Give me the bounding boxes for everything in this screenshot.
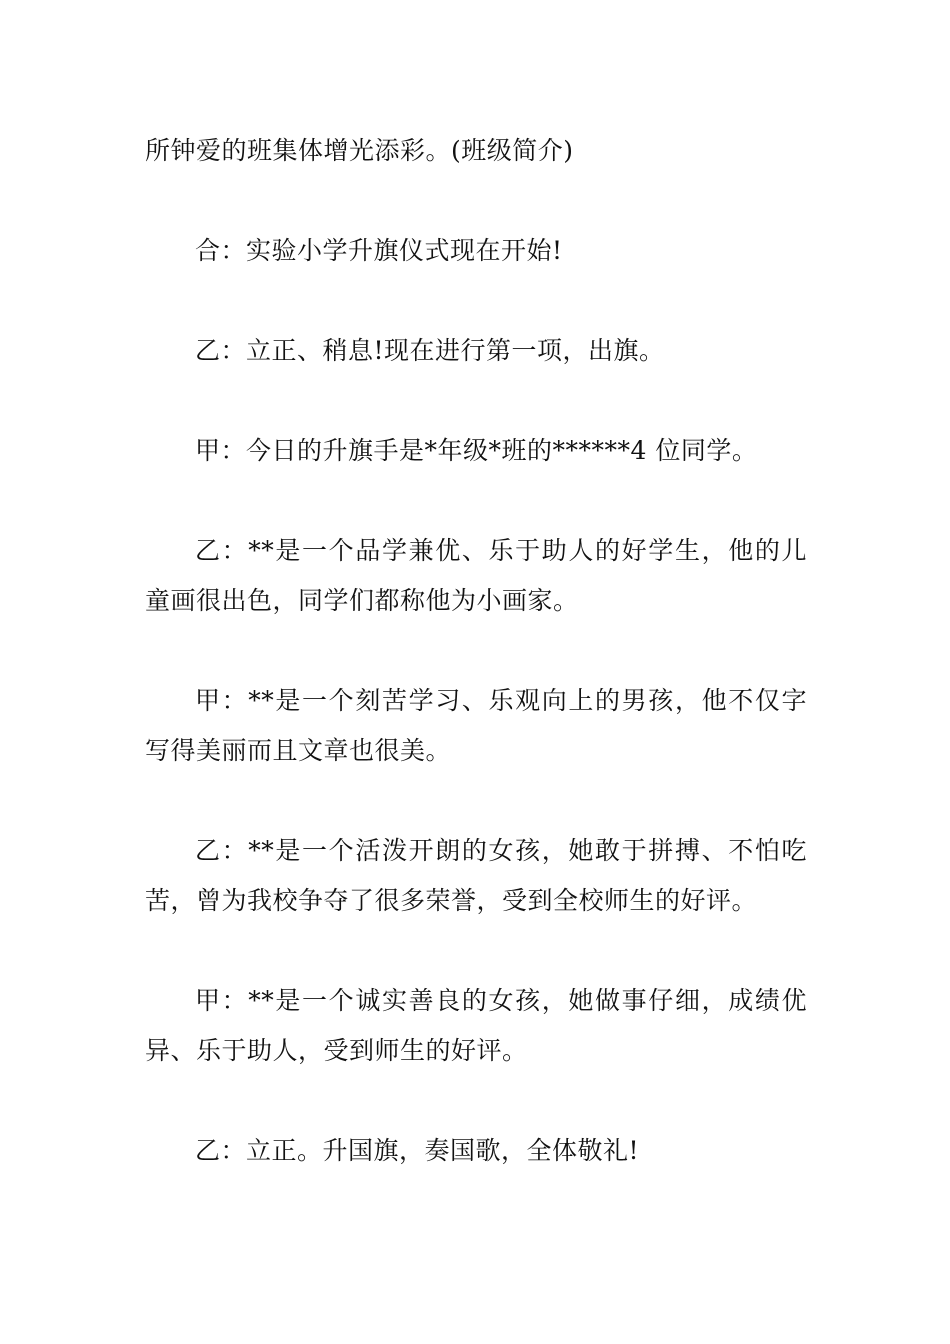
paragraph-student-intro-3: 乙：**是一个活泼开朗的女孩，她敢于拼搏、不怕吃苦，曾为我校争夺了很多荣誉，受到全校师生的好评。 [145,836,807,915]
paragraph-continuation: 所钟爱的班集体增光添彩。(班级简介) [145,136,574,165]
paragraph-opening-announcement: 合：实验小学升旗仪式现在开始! [195,236,563,265]
paragraph-student-intro-2: 甲：**是一个刻苦学习、乐观向上的男孩，他不仅字写得美丽而且文章也很美。 [145,686,807,765]
paragraph-student-intro-4: 甲：**是一个诚实善良的女孩，她做事仔细，成绩优异、乐于助人，受到师生的好评。 [145,986,807,1065]
document-body [145,126,807,1226]
paragraph-anthem: 乙：立正。升国旗，奏国歌，全体敬礼! [195,1136,640,1165]
paragraph-flag-out: 乙：立正、稍息!现在进行第一项，出旗。 [195,336,665,365]
paragraph-flag-raisers: 甲：今日的升旗手是*年级*班的******4 位同学。 [195,436,758,465]
paragraph-student-intro-1: 乙：**是一个品学兼优、乐于助人的好学生，他的儿童画很出色，同学们都称他为小画家。 [145,536,807,615]
